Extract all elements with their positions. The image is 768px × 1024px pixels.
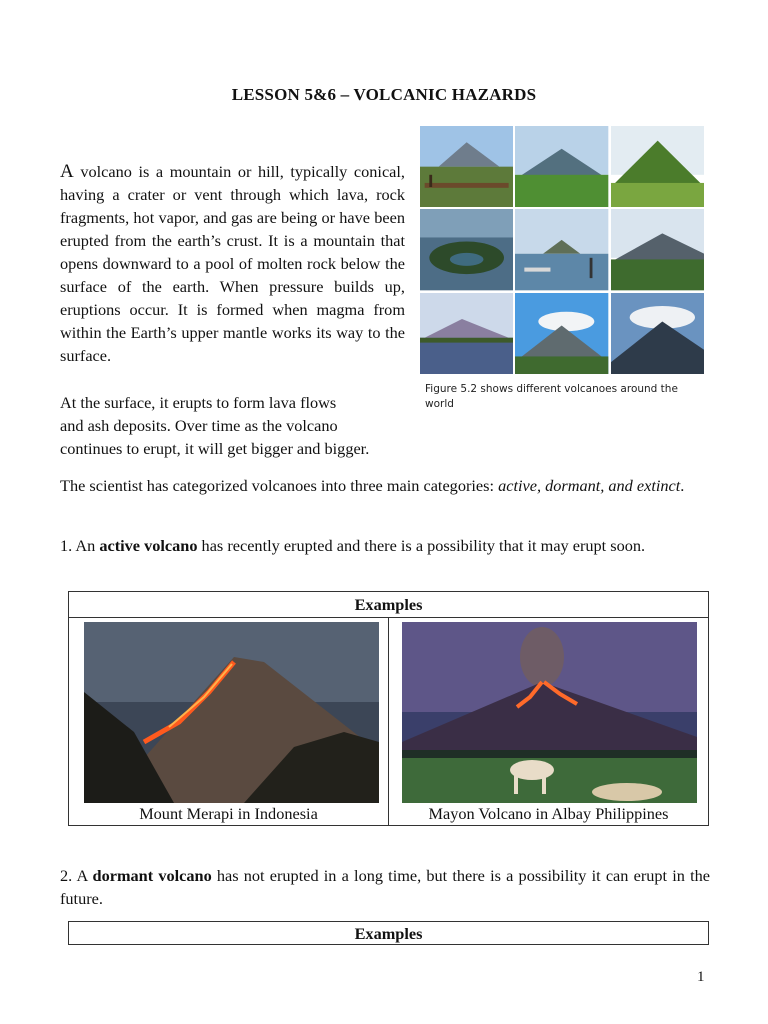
intro-paragraph: [60, 160, 405, 367]
collage-photo-6: [611, 209, 704, 290]
intro-body: volcano is a mountain or hill, typically conical, having a crater or vent through which lava, rock fragments, hot vapor, and gas are being or have been erupted from the earth’s crust. It is a mountain that opens downward to a pool of molten rock below the surface of the earth. When pressure builds up, eruptions occur. It is formed when magma from within the Earth’s upper mantle works its way to the surface.: [60, 162, 405, 365]
examples-header: Examples: [69, 592, 708, 618]
intro-tail: [60, 391, 450, 460]
intro-tail-line-1: At the surface, it erupts to form lava flows: [60, 393, 337, 412]
dormant-term: dormant volcano: [92, 866, 212, 885]
page-number: 1: [697, 969, 705, 985]
collage-photo-1: [420, 126, 513, 207]
collage-photo-9: [611, 293, 704, 374]
example-cell-mayon: [388, 618, 708, 826]
categories-italic: active, dormant, and extinct: [498, 476, 681, 495]
active-examples-table: [68, 591, 709, 826]
mayon-photo: [402, 622, 697, 803]
collage-photo-8: [515, 293, 608, 374]
collage-photo-7: [420, 293, 513, 374]
collage-photo-2: [515, 126, 608, 207]
active-volcano-paragraph: [60, 534, 710, 557]
active-definition: has recently erupted and there is a possibility that it may erupt soon.: [197, 536, 646, 555]
intro-tail-line-3: continues to erupt, it will get bigger and bigger.: [60, 439, 370, 458]
dormant-number: 2. A: [60, 866, 93, 885]
volcano-collage: [420, 126, 704, 374]
figure-caption: Figure 5.2 shows different volcanoes around the world: [425, 383, 678, 410]
example-cell-merapi: [69, 618, 388, 826]
dormant-examples-header: Examples: [68, 921, 709, 945]
categories-text: The scientist has categorized volcanoes into three main categories:: [60, 476, 499, 495]
intro-tail-line-2: and ash deposits. Over time as the volcano: [60, 416, 338, 435]
collage-photo-3: [611, 126, 704, 207]
merapi-caption: Mount Merapi in Indonesia: [139, 804, 318, 823]
active-number: 1. An: [60, 536, 100, 555]
merapi-photo: [84, 622, 379, 803]
active-term: active volcano: [99, 536, 198, 555]
mayon-caption: Mayon Volcano in Albay Philippines: [428, 804, 669, 823]
categories-paragraph: [60, 474, 710, 497]
collage-photo-5: [515, 209, 608, 290]
lesson-title: LESSON 5&6 – VOLCANIC HAZARDS: [231, 85, 537, 104]
dormant-definition: has not erupted in a long time, but there is a possibility it can erupt in the future.: [60, 866, 710, 908]
categories-end: .: [680, 476, 685, 495]
collage-photo-4: [420, 209, 513, 290]
dormant-volcano-paragraph: [60, 864, 710, 910]
intro-drop-letter: A: [60, 161, 74, 182]
